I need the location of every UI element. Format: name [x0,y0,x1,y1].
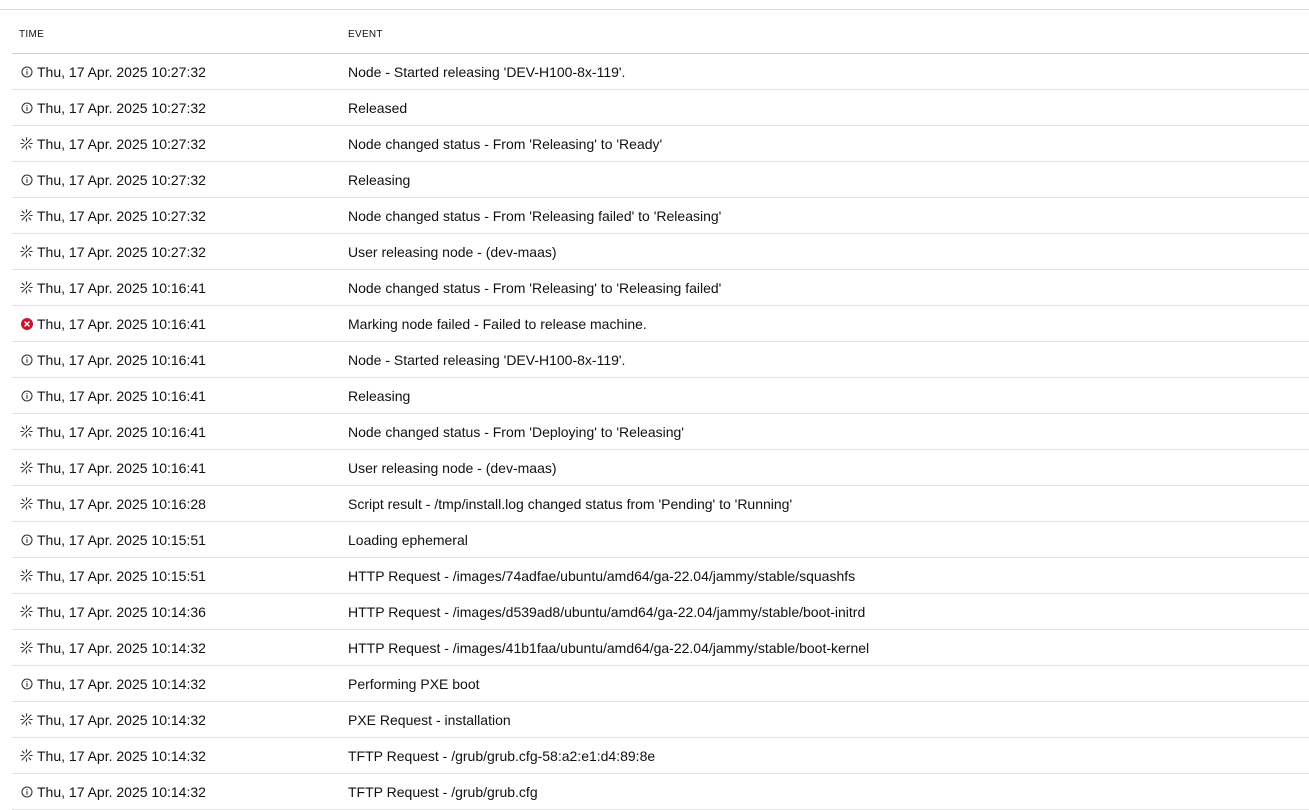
time-cell [12,568,348,584]
time-cell [12,784,348,800]
debug-icon [20,137,33,150]
table-row [12,414,1309,450]
time-text: Thu, 17 Apr. 2025 10:14:32 [37,747,206,764]
table-row [12,90,1309,126]
event-cell: Node - Started releasing 'DEV-H100-8x-119'. [348,351,626,368]
time-cell [12,712,348,728]
time-text: Thu, 17 Apr. 2025 10:15:51 [37,531,206,548]
event-cell: PXE Request - installation [348,711,511,728]
info-icon [20,173,33,186]
debug-icon [20,749,33,762]
time-text: Thu, 17 Apr. 2025 10:27:32 [37,63,206,80]
event-cell: User releasing node - (dev-maas) [348,243,557,260]
time-cell [12,172,348,188]
event-cell: Node - Started releasing 'DEV-H100-8x-119'. [348,63,626,80]
table-body [12,54,1309,810]
time-cell [12,64,348,80]
info-icon [20,677,33,690]
event-cell: Node changed status - From 'Releasing failed' to 'Releasing' [348,207,722,224]
time-cell [12,532,348,548]
time-cell [12,352,348,368]
table-row [12,558,1309,594]
event-cell: TFTP Request - /grub/grub.cfg [348,783,538,800]
event-cell: Node changed status - From 'Releasing' to 'Ready' [348,135,663,152]
event-cell: Script result - /tmp/install.log changed status from 'Pending' to 'Running' [348,495,793,512]
event-cell: Releasing [348,387,411,404]
info-icon [20,65,33,78]
event-cell: HTTP Request - /images/41b1faa/ubuntu/amd64/ga-22.04/jammy/stable/boot-kernel [348,639,870,656]
time-cell [12,388,348,404]
time-text: Thu, 17 Apr. 2025 10:16:41 [37,351,206,368]
debug-icon [20,641,33,654]
table-row [12,54,1309,90]
table-row [12,162,1309,198]
time-text: Thu, 17 Apr. 2025 10:14:32 [37,639,206,656]
table-row [12,342,1309,378]
table-row [12,450,1309,486]
time-text: Thu, 17 Apr. 2025 10:27:32 [37,207,206,224]
time-cell [12,496,348,512]
table-row [12,306,1309,342]
debug-icon [20,245,33,258]
info-icon [20,785,33,798]
event-cell: User releasing node - (dev-maas) [348,459,557,476]
table-row [12,486,1309,522]
debug-icon [20,461,33,474]
time-text: Thu, 17 Apr. 2025 10:27:32 [37,99,206,116]
event-cell: HTTP Request - /images/74adfae/ubuntu/amd64/ga-22.04/jammy/stable/squashfs [348,567,856,584]
events-table [12,10,1309,810]
time-text: Thu, 17 Apr. 2025 10:16:41 [37,279,206,296]
table-row [12,198,1309,234]
debug-icon [20,425,33,438]
table-header [12,10,1309,54]
table-row [12,666,1309,702]
event-cell: Node changed status - From 'Releasing' to 'Releasing failed' [348,279,722,296]
column-header-event[interactable]: EVENT [348,29,383,40]
debug-icon [20,713,33,726]
table-row [12,270,1309,306]
event-cell: Loading ephemeral [348,531,468,548]
debug-icon [20,209,33,222]
table-row [12,594,1309,630]
time-text: Thu, 17 Apr. 2025 10:15:51 [37,567,206,584]
time-text: Thu, 17 Apr. 2025 10:16:41 [37,423,206,440]
event-cell: Releasing [348,171,411,188]
time-cell [12,640,348,656]
time-cell [12,604,348,620]
time-text: Thu, 17 Apr. 2025 10:27:32 [37,135,206,152]
table-row [12,738,1309,774]
time-text: Thu, 17 Apr. 2025 10:27:32 [37,171,206,188]
debug-icon [20,281,33,294]
time-cell [12,748,348,764]
time-cell [12,136,348,152]
info-icon [20,353,33,366]
error-icon [20,317,33,330]
time-text: Thu, 17 Apr. 2025 10:14:32 [37,675,206,692]
event-cell: Performing PXE boot [348,675,480,692]
event-cell: TFTP Request - /grub/grub.cfg-58:a2:e1:d4:89:8e [348,747,656,764]
table-row [12,630,1309,666]
time-cell [12,244,348,260]
info-icon [20,101,33,114]
table-row [12,234,1309,270]
table-row [12,774,1309,810]
event-cell: Released [348,99,408,116]
table-row [12,522,1309,558]
time-text: Thu, 17 Apr. 2025 10:27:32 [37,243,206,260]
column-header-time[interactable]: TIME [19,29,45,40]
table-row [12,378,1309,414]
time-text: Thu, 17 Apr. 2025 10:14:32 [37,711,206,728]
table-row [12,702,1309,738]
time-text: Thu, 17 Apr. 2025 10:16:41 [37,459,206,476]
time-text: Thu, 17 Apr. 2025 10:14:36 [37,603,206,620]
table-row [12,126,1309,162]
time-cell [12,676,348,692]
time-cell [12,100,348,116]
time-cell [12,208,348,224]
time-cell [12,280,348,296]
time-cell [12,424,348,440]
debug-icon [20,497,33,510]
time-cell [12,316,348,332]
time-text: Thu, 17 Apr. 2025 10:16:41 [37,387,206,404]
event-cell: Node changed status - From 'Deploying' to 'Releasing' [348,423,684,440]
debug-icon [20,605,33,618]
info-icon [20,533,33,546]
event-cell: Marking node failed - Failed to release machine. [348,315,647,332]
time-cell [12,460,348,476]
debug-icon [20,569,33,582]
time-text: Thu, 17 Apr. 2025 10:16:28 [37,495,206,512]
info-icon [20,389,33,402]
time-text: Thu, 17 Apr. 2025 10:16:41 [37,315,206,332]
time-text: Thu, 17 Apr. 2025 10:14:32 [37,783,206,800]
event-cell: HTTP Request - /images/d539ad8/ubuntu/amd64/ga-22.04/jammy/stable/boot-initrd [348,603,866,620]
